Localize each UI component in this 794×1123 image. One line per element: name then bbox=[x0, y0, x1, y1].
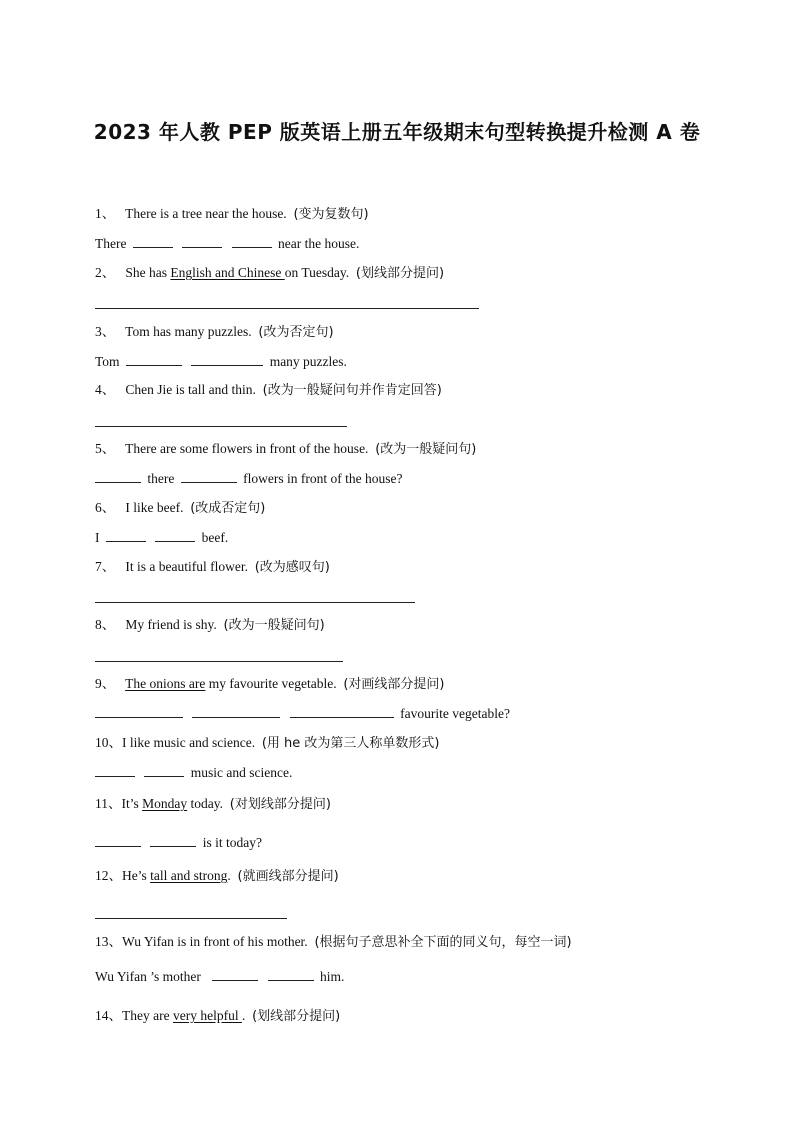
answer-3 bbox=[95, 354, 347, 370]
answer-blank[interactable] bbox=[95, 775, 135, 777]
answer-blank[interactable] bbox=[290, 716, 394, 718]
answer-blank[interactable] bbox=[95, 716, 183, 718]
question-12 bbox=[95, 868, 339, 885]
question-9 bbox=[95, 676, 444, 693]
question-text: Chen Jie is tall and thin. bbox=[125, 382, 256, 397]
answer-13 bbox=[95, 969, 344, 985]
answer-suffix: him. bbox=[319, 969, 345, 984]
answer-11 bbox=[95, 835, 262, 851]
question-7 bbox=[95, 559, 330, 576]
question-number: 1、 bbox=[95, 206, 116, 221]
question-number: 8、 bbox=[95, 617, 116, 632]
answer-line-12[interactable] bbox=[95, 918, 287, 919]
question-text: My friend is shy. bbox=[125, 617, 217, 632]
question-4 bbox=[95, 382, 442, 399]
question-number: 3、 bbox=[95, 324, 116, 339]
answer-suffix: favourite vegetable? bbox=[400, 706, 510, 721]
question-text: I like music and science. bbox=[122, 735, 256, 750]
question-instruction: (划线部分提问) bbox=[355, 266, 445, 281]
underlined-phrase: very helpful bbox=[172, 1008, 242, 1023]
answer-suffix: music and science. bbox=[190, 765, 293, 780]
question-instruction: (用 he 改为第三人称单数形式) bbox=[261, 736, 440, 751]
question-number: 7、 bbox=[95, 559, 116, 574]
question-text: She has bbox=[125, 265, 171, 280]
answer-blank[interactable] bbox=[150, 845, 196, 847]
question-number: 13、 bbox=[95, 934, 122, 949]
question-5 bbox=[95, 441, 476, 458]
question-text: There is a tree near the house. bbox=[125, 206, 287, 221]
question-instruction: (改为一般疑问句并作肯定回答) bbox=[262, 383, 442, 398]
answer-blank[interactable] bbox=[95, 845, 141, 847]
question-text: I like beef. bbox=[125, 500, 184, 515]
underlined-phrase: Monday bbox=[142, 796, 188, 811]
answer-blank[interactable] bbox=[191, 364, 263, 366]
question-13 bbox=[95, 934, 572, 951]
question-1 bbox=[95, 206, 369, 223]
answer-prefix: I bbox=[95, 530, 100, 545]
answer-line-7[interactable] bbox=[95, 602, 415, 603]
question-instruction: (改为感叹句) bbox=[254, 560, 330, 575]
question-text: They are bbox=[122, 1008, 173, 1023]
underlined-phrase: The onions are bbox=[125, 676, 206, 691]
answer-blank[interactable] bbox=[95, 481, 141, 483]
question-number: 9、 bbox=[95, 676, 116, 691]
answer-6 bbox=[95, 530, 228, 546]
answer-blank[interactable] bbox=[144, 775, 184, 777]
question-number: 14、 bbox=[95, 1008, 122, 1023]
answer-prefix: Tom bbox=[95, 354, 120, 369]
question-8 bbox=[95, 617, 325, 634]
question-instruction: (划线部分提问) bbox=[252, 1009, 341, 1024]
answer-blank[interactable] bbox=[106, 540, 146, 542]
answer-10 bbox=[95, 765, 292, 781]
answer-suffix: flowers in front of the house? bbox=[243, 471, 403, 486]
question-instruction: (改为否定句) bbox=[258, 325, 334, 340]
answer-suffix: near the house. bbox=[277, 236, 360, 251]
question-number: 11、 bbox=[95, 796, 122, 811]
question-10 bbox=[95, 735, 439, 752]
answer-line-2[interactable] bbox=[95, 308, 479, 309]
underlined-phrase: English and Chinese bbox=[170, 265, 285, 280]
underlined-phrase: tall and strong bbox=[150, 868, 228, 883]
question-text: It is a beautiful flower. bbox=[125, 559, 248, 574]
answer-middle: there bbox=[147, 471, 175, 486]
page-title: 2023 年人教 PEP 版英语上册五年级期末句型转换提升检测 A 卷 bbox=[93, 120, 701, 144]
answer-blank[interactable] bbox=[182, 246, 222, 248]
question-text-end: on Tuesday. bbox=[284, 265, 350, 280]
answer-blank[interactable] bbox=[268, 979, 314, 981]
answer-blank[interactable] bbox=[212, 979, 258, 981]
question-number: 2、 bbox=[95, 265, 116, 280]
question-instruction: (对划线部分提问) bbox=[229, 797, 331, 812]
answer-9 bbox=[95, 706, 510, 722]
answer-suffix: many puzzles. bbox=[269, 354, 347, 369]
question-number: 5、 bbox=[95, 441, 116, 456]
question-6 bbox=[95, 500, 265, 517]
answer-prefix: Wu Yifan ’s mother bbox=[95, 969, 201, 984]
question-14 bbox=[95, 1008, 340, 1025]
answer-prefix: There bbox=[95, 236, 127, 251]
answer-blank[interactable] bbox=[181, 481, 237, 483]
question-number: 6、 bbox=[95, 500, 116, 515]
answer-suffix: beef. bbox=[201, 530, 229, 545]
question-instruction: (根据句子意思补全下面的同义句，每空一词) bbox=[314, 935, 572, 950]
question-number: 4、 bbox=[95, 382, 116, 397]
answer-line-4[interactable] bbox=[95, 426, 347, 427]
question-11 bbox=[95, 796, 331, 813]
answer-blank[interactable] bbox=[155, 540, 195, 542]
question-number: 10、 bbox=[95, 735, 122, 750]
answer-line-8[interactable] bbox=[95, 661, 343, 662]
question-text-end: my favourite vegetable. bbox=[205, 676, 337, 691]
answer-blank[interactable] bbox=[232, 246, 272, 248]
answer-1 bbox=[95, 236, 359, 252]
answer-blank[interactable] bbox=[192, 716, 280, 718]
answer-blank[interactable] bbox=[133, 246, 173, 248]
question-number: 12、 bbox=[95, 868, 122, 883]
question-3 bbox=[95, 324, 334, 341]
question-text: Wu Yifan is in front of his mother. bbox=[122, 934, 308, 949]
question-instruction: (对画线部分提问) bbox=[343, 677, 445, 692]
answer-blank[interactable] bbox=[126, 364, 182, 366]
question-instruction: (就画线部分提问) bbox=[237, 869, 339, 884]
question-text: He’s bbox=[122, 868, 151, 883]
question-text: It’s bbox=[121, 796, 143, 811]
question-text-end: today. bbox=[187, 796, 224, 811]
answer-5 bbox=[95, 471, 402, 487]
question-instruction: (改为一般疑问句) bbox=[375, 442, 477, 457]
question-instruction: (改为一般疑问句) bbox=[223, 618, 325, 633]
question-text: Tom has many puzzles. bbox=[125, 324, 252, 339]
question-text: There are some flowers in front of the house. bbox=[125, 441, 369, 456]
answer-suffix: is it today? bbox=[202, 835, 262, 850]
question-text-end: . bbox=[227, 868, 231, 883]
question-instruction: (变为复数句) bbox=[293, 207, 369, 222]
question-instruction: (改成否定句) bbox=[190, 501, 266, 516]
question-2 bbox=[95, 265, 444, 282]
question-text-end: . bbox=[241, 1008, 246, 1023]
